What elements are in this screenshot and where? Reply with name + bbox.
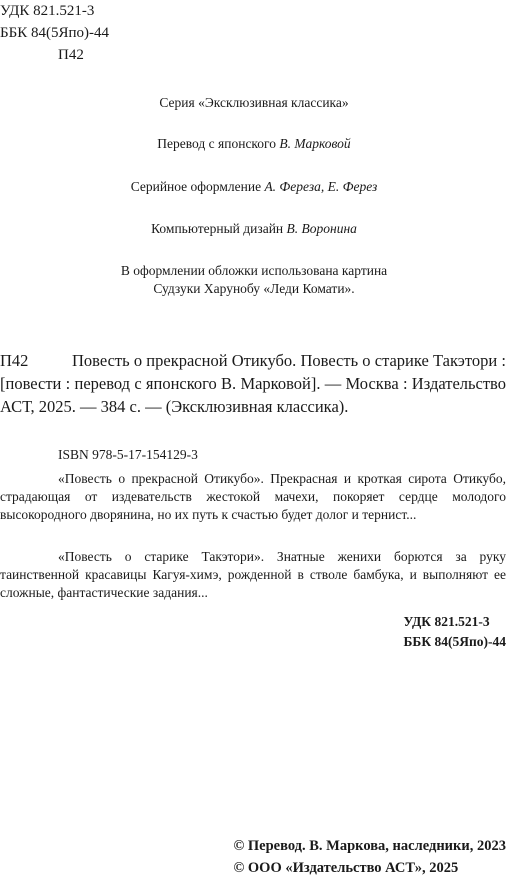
translation-credit <box>0 135 508 153</box>
bibliographic-text: Повесть о прекрасной Отикубо. Повесть о старике Такэтори : [повести : перевод с японского В. Марковой]. — Москва : Издательство АСТ, 2025. — 384 с. — (Эксклюзивная классика). <box>0 351 506 416</box>
design-credit <box>0 178 508 196</box>
bibliographic-record <box>0 349 506 418</box>
cover-credit-line1: В оформлении обложки использована картина <box>120 263 388 278</box>
design-prefix: Серийное оформление <box>130 179 262 194</box>
bibliographic-mark: П42 <box>0 351 29 370</box>
copyright-block <box>233 835 506 879</box>
cover-credit <box>0 262 508 298</box>
designer-names: А. Фереза, Е. Ферез <box>264 179 378 194</box>
computer-design-prefix: Компьютерный дизайн <box>151 221 284 236</box>
bbk-code-bottom: ББК 84(5Япо)-44 <box>403 634 506 649</box>
translator-name: В. Марковой <box>279 136 351 151</box>
computer-designer-name: В. Воронина <box>286 221 357 236</box>
isbn: ISBN 978-5-17-154129-3 <box>58 447 198 462</box>
copyright-line-1: © Перевод. В. Маркова, наследники, 2023 <box>233 838 506 854</box>
author-mark: П42 <box>58 47 84 63</box>
annotation-1 <box>0 470 506 524</box>
annotation-paragraph: «Повесть о старике Такэтори». Знатные женихи борются за руку таинственной красавицы Кагуя-химэ, рожденной в стволе бамбука, и выполняют ее сложные, фантастические задания... <box>0 549 506 600</box>
cover-credit-line2: Судзуки Харунобу «Леди Комати». <box>153 281 355 296</box>
udk-code-bottom: УДК 821.521-3 <box>403 614 490 629</box>
udk-code: УДК 821.521-3 <box>0 3 95 19</box>
annotation-paragraph: «Повесть о прекрасной Отикубо». Прекрасная и кроткая сирота Отикубо, страдающая от издевательств жестокой мачехи, покоряет сердце молодого высокородного дворянина, но их путь к счастью будет долог и тернист... <box>0 471 506 522</box>
translation-prefix: Перевод с японского <box>157 136 277 151</box>
computer-design-credit <box>0 220 508 238</box>
classification-codes-bottom <box>403 612 506 652</box>
annotation-2 <box>0 548 506 602</box>
classification-codes <box>0 0 109 66</box>
bbk-code: ББК 84(5Япо)-44 <box>0 25 109 41</box>
copyright-line-2: © ООО «Издательство АСТ», 2025 <box>233 860 459 876</box>
series-line: Серия «Эксклюзивная классика» <box>159 95 349 110</box>
